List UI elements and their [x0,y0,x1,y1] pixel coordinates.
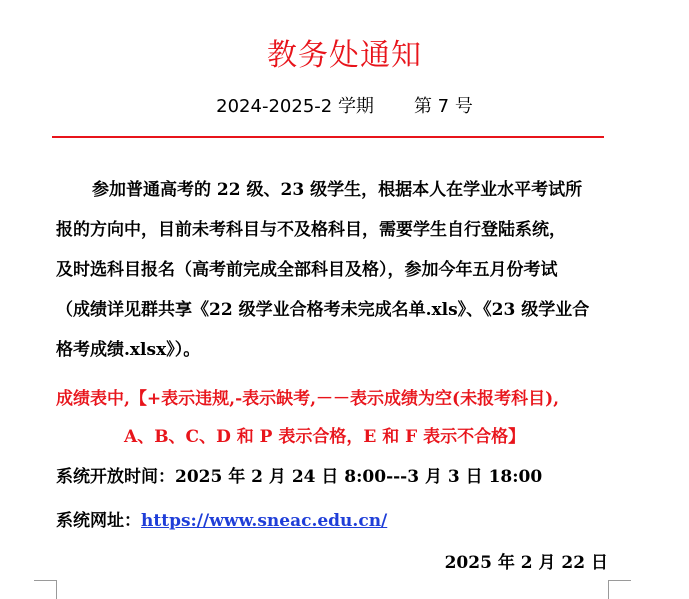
website-link[interactable]: https://www.sneac.edu.cn/ [141,511,388,531]
grade-legend-note [56,380,616,456]
page-corner-mark-right [608,580,631,599]
body-line-3: 及时选科目报名（高考前完成全部科目及格），参加今年五月份考试 [56,260,558,280]
header-divider [52,136,604,138]
notice-body [56,170,612,370]
notice-title: 教务处通知 [267,38,422,73]
note-line-2: A、B、C、D 和 P 表示合格，E 和 F 表示不合格】 [124,427,526,447]
note-line-1: 成绩表中,【+表示违规,-表示缺考,－－表示成绩为空(未报考科目), [56,389,560,409]
body-line-4: （成绩详见群共享《22 级学业合格考未完成名单.xls》、《23 级学业合 [56,300,590,320]
notice-date: 2025 年 2 月 22 日 [444,553,608,573]
issue-number: 第 7 号 [413,96,473,117]
body-line-2: 报的方向中，目前未考科目与不及格科目，需要学生自行登陆系统， [56,220,566,240]
body-line-1: 参加普通高考的 22 级、23 级学生，根据本人在学业水平考试所 [92,180,583,200]
issue-line [0,92,689,118]
term-label: 2024-2025-2 学期 [216,96,374,117]
system-website [56,506,387,531]
body-line-5: 格考成绩.xlsx》）。 [56,340,201,360]
website-label: 系统网址： [56,511,141,531]
system-open-time: 系统开放时间：2025 年 2 月 24 日 8:00---3 月 3 日 18:00 [56,467,543,487]
page-corner-mark-left [34,580,57,599]
